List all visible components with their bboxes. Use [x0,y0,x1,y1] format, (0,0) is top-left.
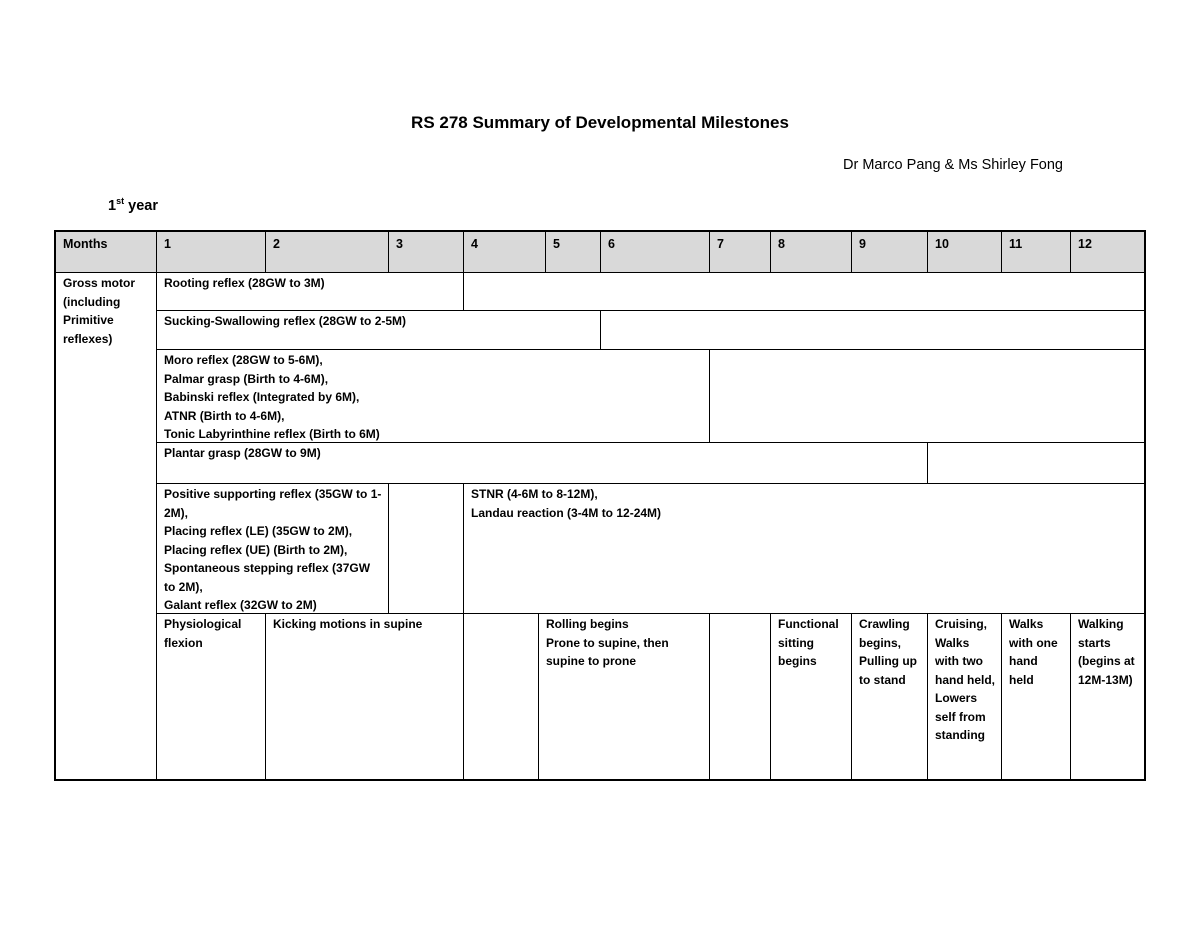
header-month-7: 7 [709,231,771,273]
document-authors: Dr Marco Pang & Ms Shirley Fong [843,157,1063,173]
moro-reflex-group-cell: Moro reflex (28GW to 5-6M), Palmar grasp (Birth to 4-6M), Babinski reflex (Integrated by 6M), ATNR (Birth to 4-6M), Tonic Labyrinthine reflex (Birth to 6M) [156,349,710,443]
sucking-reflex-cell: Sucking-Swallowing reflex (28GW to 2-5M) [156,310,601,350]
section-ordinal-suffix: st [116,196,125,206]
stnr-landau-cell: STNR (4-6M to 8-12M), Landau reaction (3-4M to 12-24M) [463,483,1146,614]
milestone-month-5: Rolling begins Prone to supine, then supine to prone [538,613,710,780]
header-month-9: 9 [851,231,928,273]
header-months-label: Months [55,231,157,273]
plantar-grasp-cell: Plantar grasp (28GW to 9M) [156,442,928,484]
rooting-reflex-cell: Rooting reflex (28GW to 3M) [156,272,464,311]
section-ordinal-number: 1 [108,197,117,214]
positive-supporting-group-cell: Positive supporting reflex (35GW to 1-2M), Placing reflex (LE) (35GW to 2M), Placing reflex (UE) (Birth to 2M), Spontaneous stepping reflex (37GW to 2M), Galant reflex (32GW to 2M) [156,483,389,614]
section-word: year [128,197,158,214]
milestone-month-1: Physiological flexion [156,613,266,780]
milestone-month-4-empty [463,613,539,780]
moro-empty-cell [709,349,1146,443]
milestone-month-9: Crawling begins, Pulling up to stand [851,613,928,780]
month-3-empty-cell [388,483,464,614]
header-month-10: 10 [927,231,1002,273]
milestone-month-7-empty [709,613,771,780]
header-month-12: 12 [1070,231,1146,273]
header-month-8: 8 [770,231,852,273]
rooting-empty-cell [463,272,1146,311]
milestone-month-12: Walking starts (begins at 12M-13M) [1070,613,1146,780]
header-month-11: 11 [1001,231,1071,273]
header-month-2: 2 [265,231,389,273]
milestone-month-11: Walks with one hand held [1001,613,1071,780]
header-month-4: 4 [463,231,546,273]
plantar-empty-cell [927,442,1146,484]
header-month-5: 5 [545,231,601,273]
milestone-month-8: Functional sitting begins [770,613,852,780]
milestone-month-10: Cruising, Walks with two hand held, Lowers self from standing [927,613,1002,780]
header-month-1: 1 [156,231,266,273]
header-month-3: 3 [388,231,464,273]
row-label-gross-motor: Gross motor (including Primitive reflexes) [55,272,157,780]
milestone-month-2: Kicking motions in supine [265,613,464,780]
document-title: RS 278 Summary of Developmental Milestones [411,113,789,132]
header-month-6: 6 [600,231,710,273]
sucking-empty-cell [600,310,1146,350]
